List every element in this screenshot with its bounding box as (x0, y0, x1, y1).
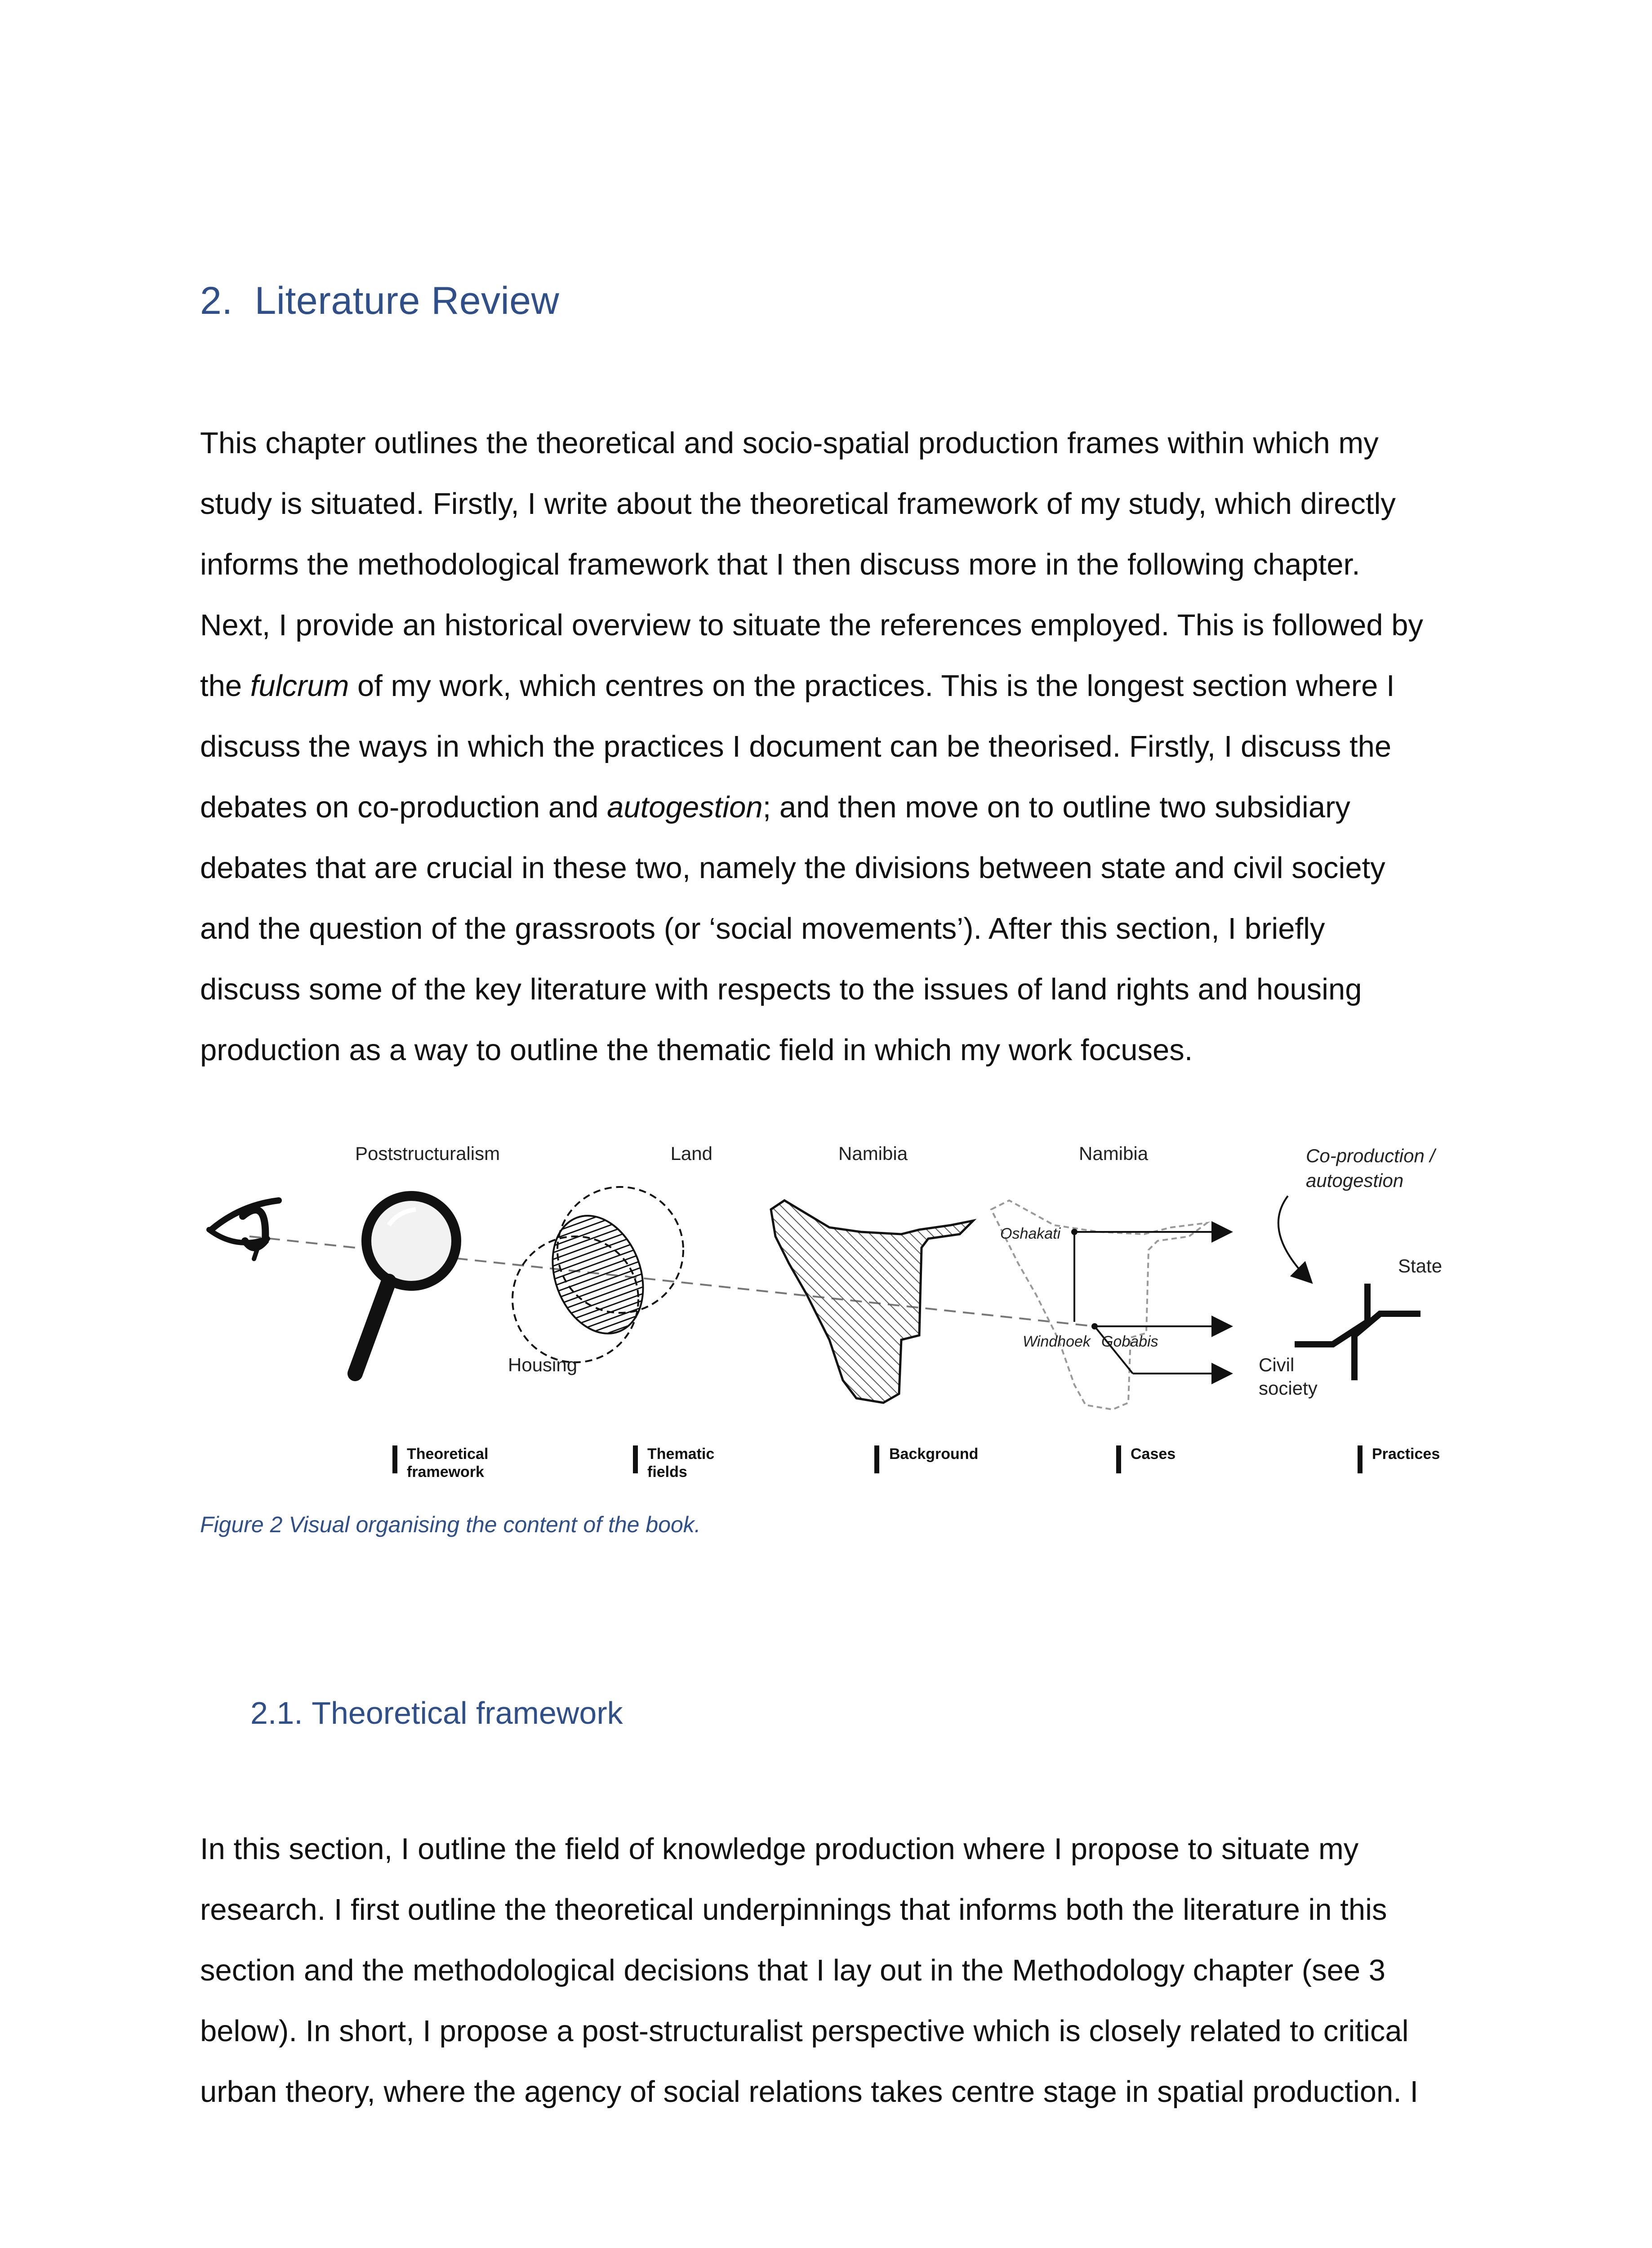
key-item (633, 1445, 714, 1481)
land-housing-venn-diagram (512, 1187, 683, 1362)
key-item (874, 1445, 978, 1473)
label-coproduction-line1: Co-production / (1306, 1145, 1435, 1166)
chapter-number: 2. (200, 279, 233, 322)
text-line: section and the methodological decisions that I lay out in the Methodology chapter (see 3 (200, 1954, 1385, 1987)
label-land: Land (670, 1143, 712, 1164)
section-title: Theoretical framework (312, 1695, 623, 1731)
svg-text:Theoretical: Theoretical (407, 1445, 489, 1463)
text-line: Next, I provide an historical overview to situate the references employed. This is followed by (200, 608, 1424, 642)
text-line: the fulcrum of my work, which centres on the practices. This is the longest section where I (200, 669, 1395, 703)
svg-text:framework: framework (407, 1463, 484, 1481)
emphasis-autogestion: autogestion (607, 790, 763, 824)
text-line: urban theory, where the agency of social relations takes centre stage in spatial production. I (200, 2075, 1419, 2109)
emphasis-fulcrum: fulcrum (250, 669, 349, 703)
text-line: informs the methodological framework that I then discuss more in the following chapter. (200, 548, 1360, 581)
label-coproduction-line2: autogestion (1306, 1170, 1404, 1191)
text-line: This chapter outlines the theoretical and socio-spatial production frames within which my (200, 426, 1379, 460)
section-number: 2.1. (250, 1695, 303, 1731)
theory-paragraph (200, 1819, 1454, 2122)
label-oshakati: Oshakati (1000, 1225, 1061, 1242)
text-line: study is situated. Firstly, I write about the theoretical framework of my study, which directly (200, 487, 1396, 521)
text-line: production as a way to outline the thematic field in which my work focuses. (200, 1033, 1193, 1067)
practices-diagram (1278, 1196, 1420, 1380)
label-state: State (1398, 1255, 1443, 1276)
figure-key (392, 1445, 1440, 1481)
label-windhoek: Windhoek (1023, 1333, 1091, 1350)
key-item (1358, 1445, 1440, 1473)
text-line: and the question of the grassroots (or ‘social movements’). After this section, I briefly (200, 912, 1325, 946)
section-heading (250, 1695, 623, 1731)
intro-paragraph (200, 413, 1454, 1080)
book-structure-figure (200, 1128, 1454, 1497)
text-line: discuss the ways in which the practices I document can be theorised. Firstly, I discuss the (200, 730, 1392, 763)
magnifying-glass-icon (355, 1196, 456, 1374)
eye-icon (209, 1200, 279, 1259)
text-line: debates that are crucial in these two, namely the divisions between state and civil society (200, 851, 1385, 885)
key-item (392, 1445, 488, 1481)
label-namibia-cases: Namibia (1079, 1143, 1149, 1164)
label-poststructuralism: Poststructuralism (355, 1143, 500, 1164)
svg-text:Thematic: Thematic (647, 1445, 715, 1463)
text-line: debates on co-production and autogestion; and then move on to outline two subsidiary (200, 790, 1350, 824)
figure-caption: Figure 2 Visual organising the content of the book. (200, 1512, 701, 1537)
key-item (1116, 1445, 1176, 1473)
text-line: In this section, I outline the field of knowledge production where I propose to situate my (200, 1832, 1359, 1866)
label-civil-line2: society (1259, 1378, 1318, 1399)
label-gobabis: Gobabis (1101, 1333, 1158, 1350)
svg-text:Cases: Cases (1131, 1445, 1176, 1463)
label-civil-line1: Civil (1259, 1354, 1295, 1375)
text-line: below). In short, I propose a post-structuralist perspective which is closely related to critical (200, 2014, 1409, 2048)
chapter-heading (200, 279, 559, 323)
text-line: research. I first outline the theoretical underpinnings that informs both the literature in this (200, 1893, 1387, 1927)
text-line: discuss some of the key literature with respects to the issues of land rights and housing (200, 972, 1362, 1006)
svg-text:Practices: Practices (1372, 1445, 1440, 1463)
svg-text:Background: Background (889, 1445, 979, 1463)
namibia-map (771, 1200, 973, 1403)
svg-text:fields: fields (647, 1463, 687, 1481)
label-namibia-map: Namibia (838, 1143, 908, 1164)
chapter-title: Literature Review (254, 279, 560, 322)
label-housing: Housing (508, 1354, 578, 1375)
